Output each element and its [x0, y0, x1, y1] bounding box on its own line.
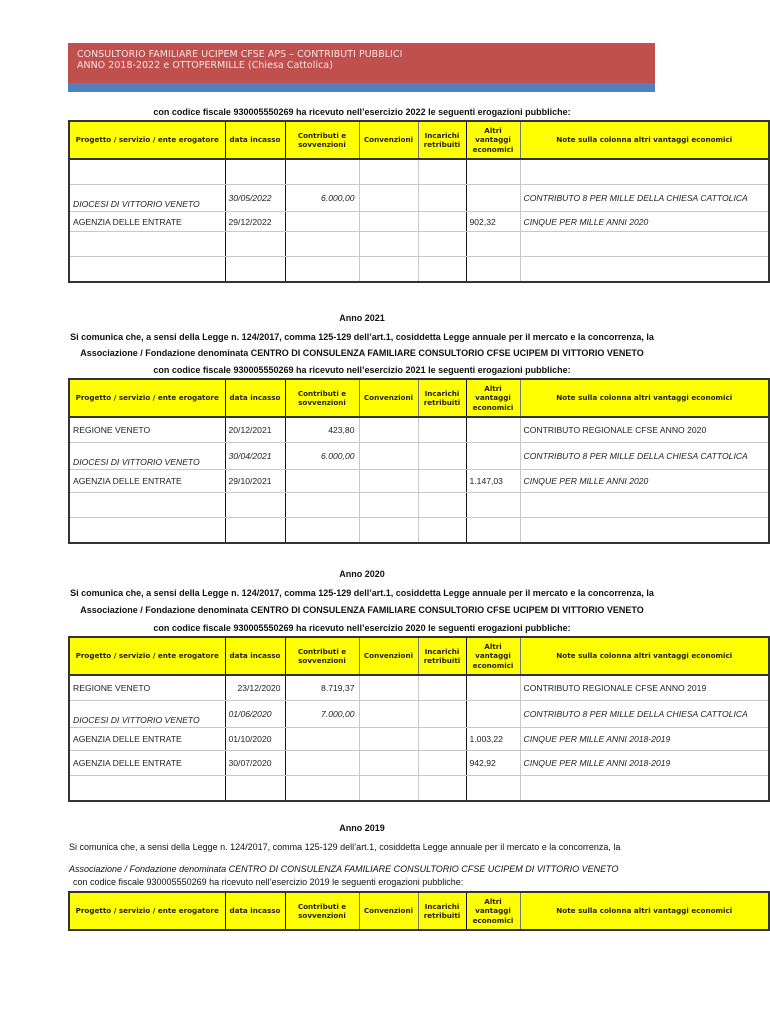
th-contributi: Contributi e sovvenzioni: [285, 379, 359, 417]
cell-note: [520, 493, 769, 518]
intro-legge-2021: Si comunica che, a sensi della Legge n. 124/2017, comma 125-129 dell’art.1, cosiddetta Legge annuale per il mercato e la concorrenza, la: [70, 332, 654, 342]
cell-ente: AGENZIA DELLE ENTRATE: [69, 212, 225, 232]
cell-contributi: [285, 257, 359, 283]
cell-convenzioni: [359, 417, 418, 443]
cell-convenzioni: [359, 212, 418, 232]
cell-altri: 942,92: [466, 751, 520, 776]
th-convenzioni: Convenzioni: [359, 637, 418, 675]
cell-convenzioni: [359, 751, 418, 776]
cell-altri: [466, 185, 520, 212]
cell-note: CONTRIBUTO 8 PER MILLE DELLA CHIESA CATTOLICA: [520, 443, 769, 470]
cell-incarichi: [418, 701, 466, 728]
cell-incarichi: [418, 443, 466, 470]
cell-convenzioni: [359, 776, 418, 802]
cell-convenzioni: [359, 232, 418, 257]
cell-convenzioni: [359, 493, 418, 518]
cell-data: [225, 257, 285, 283]
th-contributi: Contributi e sovvenzioni: [285, 637, 359, 675]
cell-altri: [466, 518, 520, 544]
cell-note: [520, 257, 769, 283]
th-altri: Altri vantaggi economici: [466, 379, 520, 417]
cell-convenzioni: [359, 518, 418, 544]
table-header-row: [69, 121, 769, 159]
cell-incarichi: [418, 675, 466, 701]
table-2019: [68, 891, 770, 931]
table-row: [69, 493, 769, 518]
cell-ente: DIOCESI DI VITTORIO VENETO: [69, 443, 225, 470]
cell-convenzioni: [359, 675, 418, 701]
assoc-name: CENTRO DI CONSULENZA FAMILIARE CONSULTORIO CFSE UCIPEM DI VITTORIO VENETO: [250, 605, 644, 615]
table-row: [69, 257, 769, 283]
cell-ente: AGENZIA DELLE ENTRATE: [69, 470, 225, 493]
cell-ente: [69, 518, 225, 544]
intro-assoc-2019: Associazione / Fondazione denominata CENTRO DI CONSULENZA FAMILIARE CONSULTORIO CFSE UCIPEM DI VITTORIO VENETO: [69, 864, 619, 874]
anno-2019-heading: Anno 2019: [339, 823, 385, 833]
th-incarichi: Incarichi retribuiti: [418, 892, 466, 930]
cell-contributi: [285, 493, 359, 518]
cell-altri: [466, 257, 520, 283]
cell-ente: AGENZIA DELLE ENTRATE: [69, 751, 225, 776]
cell-note: CONTRIBUTO REGIONALE CFSE ANNO 2020: [520, 417, 769, 443]
table-row: [69, 728, 769, 751]
th-contributi: Contributi e sovvenzioni: [285, 892, 359, 930]
cell-note: CONTRIBUTO 8 PER MILLE DELLA CHIESA CATTOLICA: [520, 701, 769, 728]
cell-note: CINQUE PER MILLE ANNI 2020: [520, 212, 769, 232]
cell-altri: 902,32: [466, 212, 520, 232]
cell-ente: [69, 159, 225, 185]
th-note: Note sulla colonna altri vantaggi economici: [520, 637, 769, 675]
cell-contributi: [285, 728, 359, 751]
cell-data: [225, 159, 285, 185]
th-altri: Altri vantaggi economici: [466, 637, 520, 675]
cell-incarichi: [418, 232, 466, 257]
cell-incarichi: [418, 518, 466, 544]
table-2020: [68, 636, 770, 802]
th-incarichi: Incarichi retribuiti: [418, 637, 466, 675]
cell-data: 29/10/2021: [225, 470, 285, 493]
table-header-row: [69, 892, 769, 930]
cell-note: [520, 776, 769, 802]
cell-convenzioni: [359, 443, 418, 470]
cell-incarichi: [418, 417, 466, 443]
cell-altri: [466, 443, 520, 470]
th-altri: Altri vantaggi economici: [466, 892, 520, 930]
th-ente: Progetto / servizio / ente erogatore: [69, 637, 225, 675]
assoc-prefix: Associazione / Fondazione denominata: [80, 348, 251, 358]
cell-note: [520, 232, 769, 257]
cell-data: 01/06/2020: [225, 701, 285, 728]
cell-convenzioni: [359, 185, 418, 212]
intro-legge-2019: Si comunica che, a sensi della Legge n. 124/2017, comma 125-129 dell’art.1, cosiddetta Legge annuale per il mercato e la concorrenza, la: [69, 842, 621, 852]
cell-incarichi: [418, 493, 466, 518]
cell-data: 30/05/2022: [225, 185, 285, 212]
cell-note: CONTRIBUTO 8 PER MILLE DELLA CHIESA CATTOLICA: [520, 185, 769, 212]
th-incarichi: Incarichi retribuiti: [418, 379, 466, 417]
cell-ente: REGIONE VENETO: [69, 417, 225, 443]
th-note: Note sulla colonna altri vantaggi economici: [520, 121, 769, 159]
th-data: data incasso: [225, 121, 285, 159]
document-banner: [68, 43, 655, 83]
cell-ente: [69, 232, 225, 257]
cell-contributi: [285, 518, 359, 544]
cell-data: 30/07/2020: [225, 751, 285, 776]
cell-altri: [466, 675, 520, 701]
cell-convenzioni: [359, 728, 418, 751]
th-data: data incasso: [225, 637, 285, 675]
cell-contributi: [285, 776, 359, 802]
cell-data: 29/12/2022: [225, 212, 285, 232]
banner-title-line1: CONSULTORIO FAMILIARE UCIPEM CFSE APS – CONTRIBUTI PUBBLICI: [77, 49, 403, 60]
cell-contributi: [285, 212, 359, 232]
th-note: Note sulla colonna altri vantaggi economici: [520, 892, 769, 930]
cell-incarichi: [418, 257, 466, 283]
cell-incarichi: [418, 776, 466, 802]
cell-contributi: 423,80: [285, 417, 359, 443]
cell-data: 20/12/2021: [225, 417, 285, 443]
cell-altri: [466, 159, 520, 185]
cell-convenzioni: [359, 470, 418, 493]
table-row: [69, 470, 769, 493]
cell-convenzioni: [359, 257, 418, 283]
cell-note: [520, 518, 769, 544]
intro-codice-2021: con codice fiscale 930005550269 ha ricevuto nell’esercizio 2021 le seguenti erogazioni pubbliche:: [153, 365, 571, 375]
table-row: [69, 751, 769, 776]
cell-ente: [69, 493, 225, 518]
assoc-name: CENTRO DI CONSULENZA FAMILIARE CONSULTORIO CFSE UCIPEM DI VITTORIO VENETO: [250, 348, 644, 358]
th-ente: Progetto / servizio / ente erogatore: [69, 892, 225, 930]
table-row: [69, 417, 769, 443]
th-note: Note sulla colonna altri vantaggi economici: [520, 379, 769, 417]
th-convenzioni: Convenzioni: [359, 892, 418, 930]
intro-codice-2022: con codice fiscale 930005550269 ha ricevuto nell’esercizio 2022 le seguenti erogazioni pubbliche:: [153, 107, 571, 117]
intro-codice-2019: con codice fiscale 930005550269 ha ricevuto nell’esercizio 2019 le seguenti erogazioni pubbliche:: [73, 877, 464, 887]
cell-contributi: 6.000,00: [285, 185, 359, 212]
cell-ente: DIOCESI DI VITTORIO VENETO: [69, 185, 225, 212]
intro-legge-2020: Si comunica che, a sensi della Legge n. 124/2017, comma 125-129 dell’art.1, cosiddetta Legge annuale per il mercato e la concorrenza, la: [70, 588, 654, 598]
cell-contributi: 8.719,37: [285, 675, 359, 701]
table-row: [69, 212, 769, 232]
cell-data: 01/10/2020: [225, 728, 285, 751]
th-incarichi: Incarichi retribuiti: [418, 121, 466, 159]
table-2022: [68, 120, 770, 283]
cell-contributi: [285, 751, 359, 776]
cell-incarichi: [418, 470, 466, 493]
th-ente: Progetto / servizio / ente erogatore: [69, 379, 225, 417]
cell-data: [225, 493, 285, 518]
cell-incarichi: [418, 185, 466, 212]
cell-data: 30/04/2021: [225, 443, 285, 470]
cell-ente: AGENZIA DELLE ENTRATE: [69, 728, 225, 751]
intro-codice-2020: con codice fiscale 930005550269 ha ricevuto nell’esercizio 2020 le seguenti erogazioni pubbliche:: [153, 623, 571, 633]
cell-contributi: [285, 232, 359, 257]
anno-2020-heading: Anno 2020: [339, 569, 385, 579]
cell-convenzioni: [359, 701, 418, 728]
cell-note: CONTRIBUTO REGIONALE CFSE ANNO 2019: [520, 675, 769, 701]
cell-ente: [69, 776, 225, 802]
assoc-prefix: Associazione / Fondazione denominata: [80, 605, 251, 615]
cell-data: [225, 518, 285, 544]
table-row: [69, 776, 769, 802]
intro-assoc-2021: [0, 348, 724, 359]
table-row: [69, 675, 769, 701]
banner-accent-bar: [68, 83, 655, 92]
cell-data: [225, 232, 285, 257]
th-convenzioni: Convenzioni: [359, 121, 418, 159]
table-row: [69, 232, 769, 257]
cell-note: CINQUE PER MILLE ANNI 2018-2019: [520, 751, 769, 776]
cell-incarichi: [418, 212, 466, 232]
cell-altri: [466, 493, 520, 518]
table-row: [69, 159, 769, 185]
cell-contributi: [285, 159, 359, 185]
cell-incarichi: [418, 728, 466, 751]
th-altri: Altri vantaggi economici: [466, 121, 520, 159]
cell-altri: [466, 776, 520, 802]
cell-data: [225, 776, 285, 802]
cell-altri: 1.147,03: [466, 470, 520, 493]
banner-title-line2: ANNO 2018-2022 e OTTOPERMILLE (Chiesa Cattolica): [77, 60, 334, 71]
cell-data: 23/12/2020: [225, 675, 285, 701]
cell-contributi: [285, 470, 359, 493]
table-row: [69, 701, 769, 728]
cell-incarichi: [418, 751, 466, 776]
cell-convenzioni: [359, 159, 418, 185]
cell-altri: [466, 232, 520, 257]
cell-altri: [466, 701, 520, 728]
cell-ente: [69, 257, 225, 283]
intro-assoc-2020: [0, 605, 724, 616]
cell-incarichi: [418, 159, 466, 185]
table-header-row: [69, 637, 769, 675]
cell-ente: REGIONE VENETO: [69, 675, 225, 701]
cell-note: CINQUE PER MILLE ANNI 2020: [520, 470, 769, 493]
cell-altri: [466, 417, 520, 443]
table-row: [69, 185, 769, 212]
th-data: data incasso: [225, 892, 285, 930]
th-ente: Progetto / servizio / ente erogatore: [69, 121, 225, 159]
cell-contributi: 6.000,00: [285, 443, 359, 470]
cell-ente: DIOCESI DI VITTORIO VENETO: [69, 701, 225, 728]
cell-note: [520, 159, 769, 185]
th-data: data incasso: [225, 379, 285, 417]
table-header-row: [69, 379, 769, 417]
table-row: [69, 518, 769, 544]
th-contributi: Contributi e sovvenzioni: [285, 121, 359, 159]
anno-2021-heading: Anno 2021: [339, 313, 385, 323]
cell-altri: 1.003,22: [466, 728, 520, 751]
cell-note: CINQUE PER MILLE ANNI 2018-2019: [520, 728, 769, 751]
th-convenzioni: Convenzioni: [359, 379, 418, 417]
table-row: [69, 443, 769, 470]
table-2021: [68, 378, 770, 544]
cell-contributi: 7.000,00: [285, 701, 359, 728]
